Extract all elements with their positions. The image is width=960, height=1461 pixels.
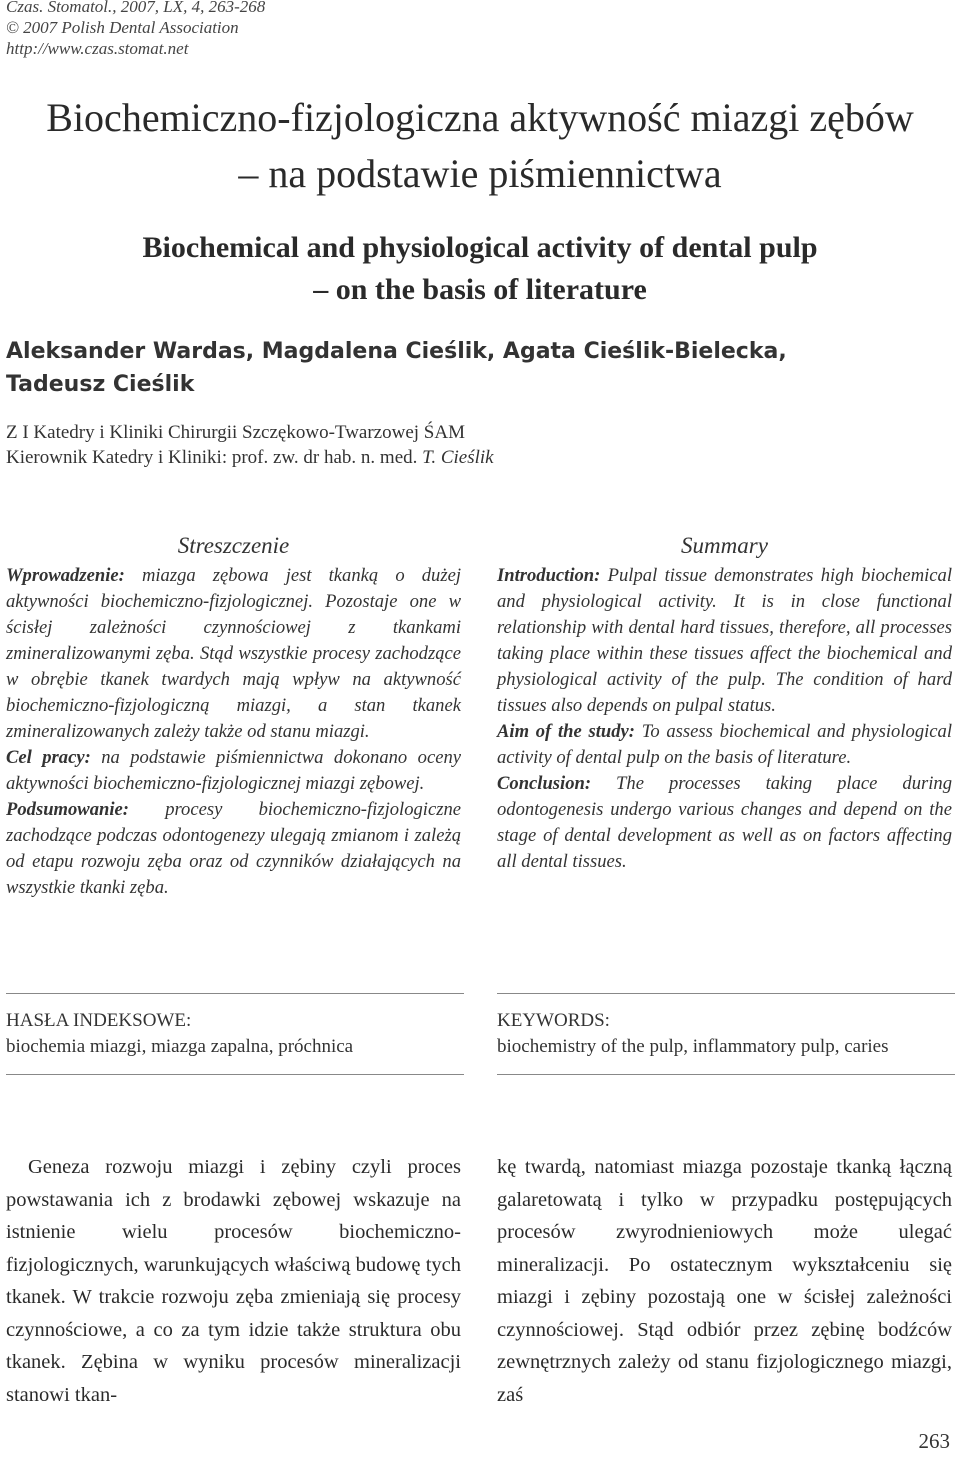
title-polish-line2: – na podstawie piśmiennictwa: [238, 151, 722, 196]
abstract-polish-aim: [6, 745, 461, 797]
authors-line1: Aleksander Wardas, Magdalena Cieślik, Agata Cieślik-Bielecka,: [6, 339, 787, 364]
abstract-polish-summary: [6, 797, 461, 901]
keywords-english-label: KEYWORDS:: [497, 1010, 610, 1031]
page-number: 263: [918, 1429, 950, 1453]
affiliation-head-prefix: Kierownik Katedry i Kliniki: prof. zw. dr hab. n. med.: [6, 447, 423, 468]
keywords-polish-bottom-rule: [6, 1074, 464, 1075]
affiliation-department: Z I Katedry i Kliniki Chirurgii Szczękowo-Twarzowej ŚAM: [6, 422, 465, 443]
keywords-english-bottom-rule: [497, 1074, 955, 1075]
title-english-line2: – on the basis of literature: [313, 273, 647, 306]
keywords-english: [497, 993, 955, 1075]
author-list: [6, 335, 946, 401]
body-text-right-column: kę twardą, natomiast miazga pozostaje tkanką łączną galaretowatą i tylko w przypadku postępujących procesów zwyrodnieniowych może ulegać mineralizacji. Po ostatecznym wykształceniu się miazgi i zębiny pozostają one w ścisłej zależności czynnościowej. Stąd odbiór przez zębinę bodźców zewnętrznych zależy od stanu fizjologicznego miazgi, zaś: [497, 1156, 952, 1406]
abstract-polish-intro-label: Wprowadzenie:: [6, 565, 125, 586]
title-english-line1: Biochemical and physiological activity of dental pulp: [142, 231, 818, 264]
keywords-polish-label: HASŁA INDEKSOWE:: [6, 1010, 192, 1031]
abstract-english-aim-label: Aim of the study:: [497, 721, 635, 742]
abstract-polish-summary-label: Podsumowanie:: [6, 799, 129, 820]
abstract-polish-intro-text: miazga zębowa jest tkanką o dużej aktywności biochemiczno-fizjologicznej. Pozostaje one w ścisłej zależności czynnościowej z tkankami zmineralizowanymi zęba. Stąd wszystkie procesy zachodzące w obrębie tkanek twardych mają wpływ na aktywność biochemiczno-fizjologiczną miazgi, a stan tkanek zmineralizowanych zależy także od stanu miazgi.: [6, 565, 461, 742]
affiliation-head: [6, 445, 906, 470]
title-polish-line1: Biochemiczno-fizjologiczna aktywność miazgi zębów: [46, 95, 914, 140]
abstract-english: [497, 531, 952, 875]
abstract-english-intro: [497, 563, 952, 719]
abstract-polish-summary-text: procesy biochemiczno-fizjologiczne zachodzące podczas odontogenezy ulegają zmianom i zależą od etapu rozwoju zęba oraz od czynników działających na wszystkie tkanki zęba.: [6, 799, 461, 898]
abstract-polish: [6, 531, 461, 901]
keywords-english-top-rule: [497, 993, 955, 994]
copyright-line: © 2007 Polish Dental Association: [6, 18, 239, 37]
abstract-polish-intro: [6, 563, 461, 745]
journal-url[interactable]: http://www.czas.stomat.net: [6, 39, 189, 58]
authors-line2: Tadeusz Cieślik: [6, 372, 195, 397]
title-english: [0, 227, 960, 311]
title-polish: [0, 90, 960, 202]
affiliation-head-name: T. Cieślik: [422, 447, 494, 468]
abstract-polish-aim-label: Cel pracy:: [6, 747, 91, 768]
abstract-polish-heading: Streszczenie: [177, 533, 290, 558]
keywords-polish: [6, 993, 464, 1075]
keywords-english-text: biochemistry of the pulp, inflammatory pulp, caries: [497, 1036, 889, 1057]
keywords-polish-text: biochemia miazgi, miazga zapalna, próchnica: [6, 1036, 354, 1057]
journal-header: [6, 0, 265, 59]
abstract-english-aim-text: To assess biochemical and physiological activity of dental pulp on the basis of literature.: [497, 721, 952, 768]
body-text-left-column: Geneza rozwoju miazgi i zębiny czyli proces powstawania ich z brodawki zębowej wskazuje na istnienie wielu procesów biochemiczno-fizjologicznych, warunkujących właściwą budowę tych tkanek. W trakcie rozwoju zęba zmieniają się procesy czynnościowe, a co za tym idzie także struktura obu tkanek. Zębina w wyniku procesów mineralizacji stanowi tkan-: [6, 1156, 461, 1406]
keywords-polish-top-rule: [6, 993, 464, 994]
abstract-english-conclusion: [497, 771, 952, 875]
abstract-english-aim: [497, 719, 952, 771]
abstract-english-conclusion-label: Conclusion:: [497, 773, 592, 794]
abstract-english-heading: Summary: [681, 533, 768, 558]
abstract-english-intro-text: Pulpal tissue demonstrates high biochemical and physiological activity. It is in close functional relationship with dental hard tissues, therefore, all processes taking place within these tissues affect the biochemical and physiological activity of the pulp. The condition of hard tissues also depends on pulpal status.: [497, 565, 952, 716]
affiliation: [6, 420, 906, 470]
abstract-english-conclusion-text: The processes taking place during odontogenesis undergo various changes and depend on the stage of dental development as well as on factors affecting all dental tissues.: [497, 773, 952, 872]
abstract-english-intro-label: Introduction:: [497, 565, 601, 586]
abstract-polish-aim-text: na podstawie piśmiennictwa dokonano oceny aktywności biochemiczno-fizjologicznej miazgi zębowej.: [6, 747, 461, 794]
journal-citation: Czas. Stomatol., 2007, LX, 4, 263-268: [6, 0, 266, 16]
